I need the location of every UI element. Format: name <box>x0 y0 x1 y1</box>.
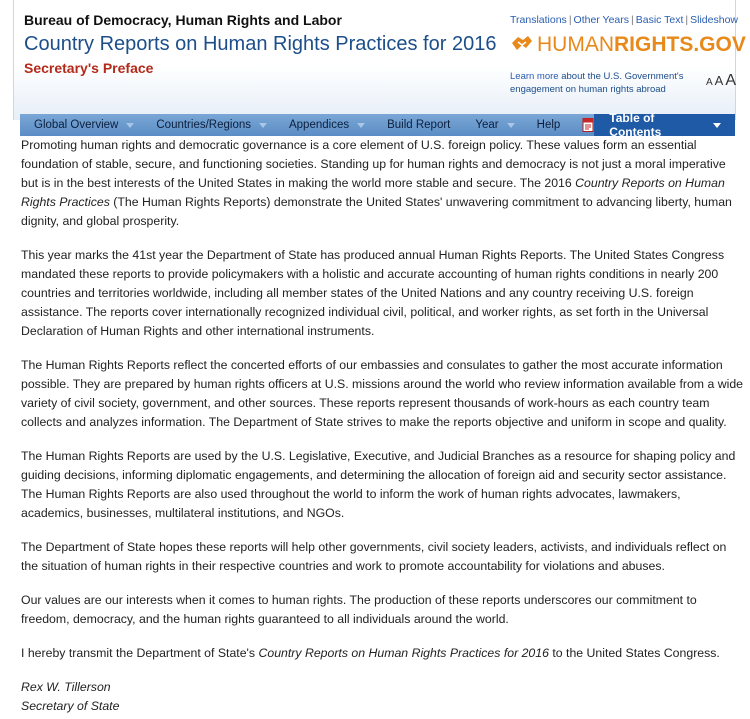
paragraph-text: to the United States Congress. <box>548 646 720 660</box>
paragraph-text: Promoting human rights and democratic governance is a core element of U.S. foreign policy. These values form an essential foundation of stable, secure, and functioning societies. Standing up for human rights and democracy is not just a moral imperative but is in the best interests of the United States in making the world more stable and secure. The 2016 <box>21 138 726 190</box>
nav-countries-regions[interactable] <box>156 114 267 136</box>
bureau-name: Bureau of Democracy, Human Rights and Labor <box>24 12 342 28</box>
paragraph <box>21 644 743 663</box>
text-size-small-button[interactable]: A <box>706 77 713 88</box>
learn-more-link[interactable]: Learn more <box>510 71 559 82</box>
humanrights-gov-logo[interactable] <box>510 33 746 57</box>
other-years-link[interactable]: Other Years <box>573 14 629 26</box>
signer-name: Rex W. Tillerson <box>21 680 111 694</box>
signer-title: Secretary of State <box>21 699 120 713</box>
chevron-down-icon <box>507 123 515 128</box>
learn-more-text <box>510 70 700 96</box>
paragraph: Our values are our interests when it comes to human rights. The production of these reports underscores our commitment to freedom, democracy, and the human rights guaranteed to all individuals around the world. <box>21 593 697 626</box>
text-size-medium-button[interactable]: A <box>714 73 724 88</box>
learn-more-description: about the U.S. Government's engagement on human rights abroad <box>510 71 684 95</box>
pdf-icon <box>582 118 594 132</box>
paragraph-text: (The Human Rights Reports) demonstrate the United States' unwavering commitment to advancing liberty, human dignity, and global prosperity. <box>21 195 732 228</box>
translations-link[interactable]: Translations <box>510 14 567 26</box>
top-links <box>510 14 738 26</box>
handshake-icon <box>510 33 534 57</box>
nav-appendices[interactable] <box>289 114 365 136</box>
nav-label: Build Report <box>387 119 451 131</box>
nav-label: Countries/Regions <box>156 119 251 131</box>
table-of-contents-button[interactable] <box>594 111 735 139</box>
nav-build-report[interactable] <box>387 114 450 136</box>
toc-label: Table of Contents <box>609 111 662 139</box>
nav-label: Help <box>536 119 561 131</box>
main-nav <box>20 111 735 139</box>
nav-year[interactable] <box>475 114 514 136</box>
nav-label: Year <box>475 119 499 131</box>
paragraph: This year marks the 41st year the Department of State has produced annual Human Rights Reports. The United States Congress mandated these reports to provide policymakers with a holistic and accurate accounting of human rights conditions in nearly 200 countries and territories worldwide, including all member states of the United Nations and any country receiving U.S. foreign assistance. The reports cover internationally recognized individual civil, political, and worker rights, as set forth in the Universal Declaration of Human Rights and other international instruments. <box>21 248 725 338</box>
nav-global-overview[interactable] <box>34 114 134 136</box>
link-separator: | <box>631 14 634 26</box>
preface-body <box>21 136 743 716</box>
chevron-down-icon <box>357 123 365 128</box>
report-title-italic: Country Reports on Human Rights Practices for 2016 <box>258 646 549 660</box>
link-separator: | <box>568 14 572 26</box>
basic-text-link[interactable]: Basic Text <box>635 14 684 26</box>
logo-text-human: HUMAN <box>537 33 614 56</box>
slideshow-link[interactable]: Slideshow <box>690 14 739 26</box>
logo-text-rights: RIGHTS.GOV <box>614 33 746 56</box>
paragraph <box>21 136 743 231</box>
chevron-down-icon <box>126 123 134 128</box>
link-separator: | <box>685 14 689 26</box>
report-title-italic: Country Reports on Human Rights Practices <box>21 176 725 209</box>
nav-label: Appendices <box>288 119 350 131</box>
text-size-large-button[interactable]: A <box>725 72 737 89</box>
report-title: Country Reports on Human Rights Practices for 2016 <box>24 33 497 55</box>
chevron-down-icon <box>713 123 721 128</box>
paragraph: The Human Rights Reports reflect the concerted efforts of our embassies and consulates to gather the most accurate information possible. They are prepared by human rights officers at U.S. missions around the world who review information available from a wide variety of civil society, government, and other sources. These reports represent thousands of work-hours as each country team collects and analyzes information. The Department of State strives to make the reports objective and uniform in scope and quality. <box>21 358 743 429</box>
paragraph: The Department of State hopes these reports will help other governments, civil society leaders, activists, and individuals reflect on the situation of human rights in their respective countries and work to promote accountability for violations and abuses. <box>21 540 727 573</box>
nav-label: Global Overview <box>34 119 119 131</box>
nav-pdf-download[interactable] <box>582 114 594 136</box>
paragraph: The Human Rights Reports are used by the U.S. Legislative, Executive, and Judicial Branches as a resource for shaping policy and guiding decisions, informing diplomatic engagements, and determining the allocation of foreign aid and security sector assistance. The Human Rights Reports are also used throughout the world to inform the work of human rights advocates, lawmakers, academics, businesses, multilateral institutions, and NGOs. <box>21 449 736 520</box>
section-subtitle: Secretary's Preface <box>24 60 154 76</box>
chevron-down-icon <box>259 123 267 128</box>
nav-help[interactable] <box>537 114 561 136</box>
page-header <box>13 0 746 120</box>
text-size-controls <box>704 72 736 90</box>
paragraph-text: I hereby transmit the Department of State's <box>21 646 259 660</box>
